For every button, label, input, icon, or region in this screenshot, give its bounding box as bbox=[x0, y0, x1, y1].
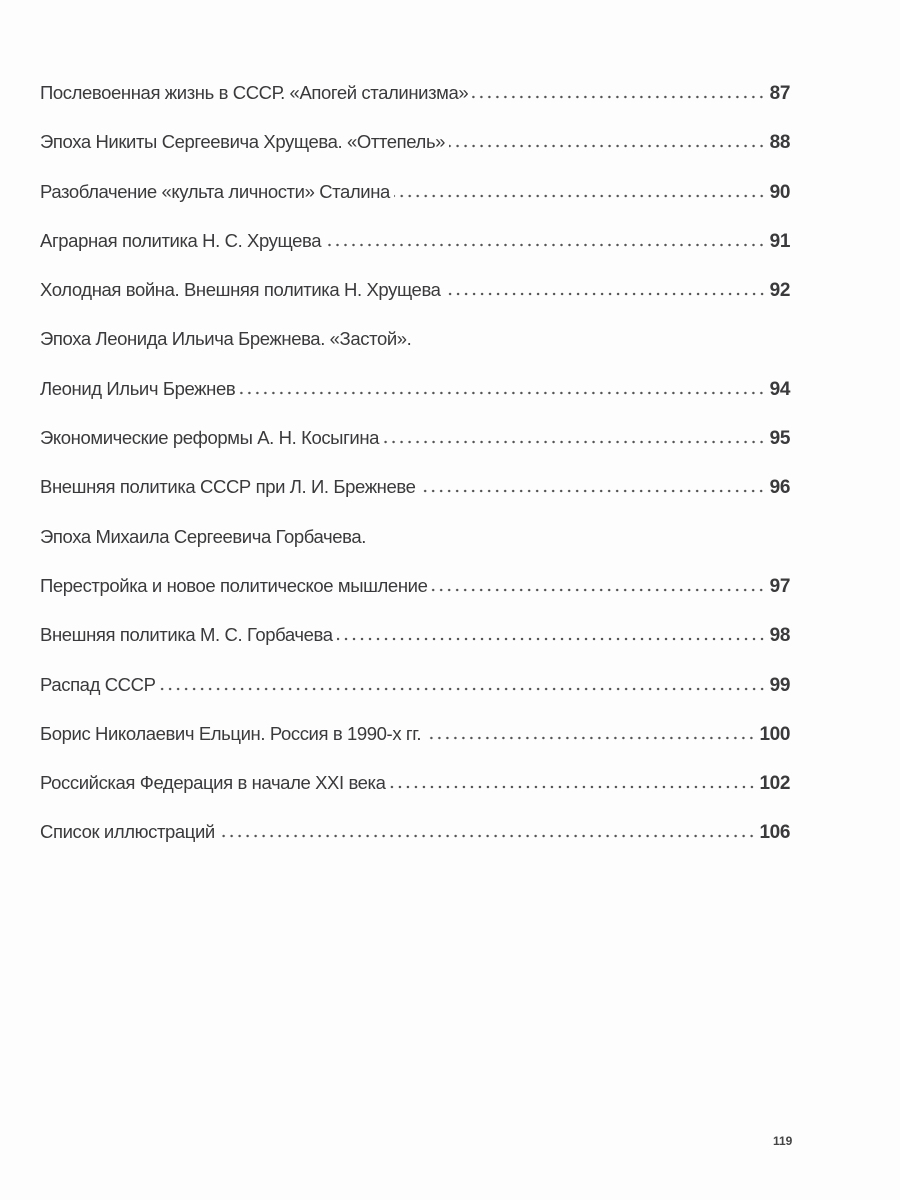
dot-leader bbox=[419, 489, 765, 493]
toc-entry bbox=[40, 821, 790, 870]
toc-entry bbox=[40, 476, 790, 525]
toc-entry bbox=[40, 526, 790, 575]
toc-entry bbox=[40, 279, 790, 328]
toc-entry-title: Борис Николаевич Ельцин. Россия в 1990-х гг. bbox=[40, 722, 422, 744]
toc-entry-title: Перестройка и новое политическое мышление bbox=[40, 574, 428, 596]
toc-entry bbox=[40, 624, 790, 673]
dot-leader bbox=[449, 144, 766, 148]
toc-entry-title: Аграрная политика Н. С. Хрущева bbox=[40, 229, 322, 251]
toc-entry-title: Распад СССР bbox=[40, 673, 156, 695]
toc-entry-page: 98 bbox=[769, 625, 790, 647]
toc-entry-title: Список иллюстраций bbox=[40, 821, 215, 843]
toc-entry-title: Внешняя политика СССР при Л. И. Брежневе bbox=[40, 476, 416, 498]
toc-entry-page: 91 bbox=[769, 230, 790, 252]
toc-entry-title: Экономические реформы А. Н. Косыгина bbox=[40, 427, 380, 449]
toc-entry-page: 97 bbox=[769, 575, 790, 597]
table-of-contents bbox=[40, 82, 790, 871]
dot-leader bbox=[337, 637, 766, 641]
toc-entry bbox=[40, 575, 790, 624]
toc-entry-title: Холодная война. Внешняя политика Н. Хрущева bbox=[40, 279, 441, 301]
toc-entry-page: 87 bbox=[769, 83, 790, 104]
dot-leader bbox=[445, 292, 766, 296]
toc-entry bbox=[40, 772, 790, 821]
toc-entry bbox=[40, 230, 790, 279]
toc-entry bbox=[40, 181, 790, 230]
toc-entry-page: 92 bbox=[769, 280, 790, 302]
toc-entry-page: 102 bbox=[759, 773, 790, 795]
toc-entry-page: 99 bbox=[769, 674, 790, 696]
dot-leader bbox=[239, 391, 765, 395]
toc-entry-page: 96 bbox=[769, 477, 790, 499]
toc-entry-title: Эпоха Леонида Ильича Брежнева. «Застой». bbox=[40, 328, 412, 350]
page-number: 119 bbox=[773, 1134, 793, 1148]
toc-entry-title: Эпоха Михаила Сергеевича Горбачева. bbox=[40, 525, 366, 547]
toc-entry bbox=[40, 427, 790, 476]
toc-entry bbox=[40, 328, 790, 377]
dot-leader bbox=[325, 243, 766, 247]
toc-entry-page: 106 bbox=[759, 822, 790, 844]
toc-entry bbox=[40, 378, 790, 427]
toc-entry bbox=[40, 82, 790, 131]
toc-entry-page: 88 bbox=[769, 132, 790, 154]
toc-entry bbox=[40, 131, 790, 180]
toc-entry-page: 90 bbox=[769, 181, 790, 203]
dot-leader bbox=[390, 785, 756, 789]
toc-entry-title: Эпоха Никиты Сергеевича Хрущева. «Оттепель» bbox=[40, 131, 446, 153]
dot-leader bbox=[219, 834, 756, 838]
toc-entry-title: Послевоенная жизнь в СССР. «Апогей сталинизма» bbox=[40, 82, 469, 103]
dot-leader bbox=[394, 194, 766, 198]
dot-leader bbox=[472, 95, 765, 99]
toc-entry-title: Внешняя политика М. С. Горбачева bbox=[40, 624, 333, 646]
dot-leader bbox=[425, 736, 755, 740]
toc-entry-page: 100 bbox=[759, 723, 790, 745]
toc-entry-title: Российская Федерация в начале XXI века bbox=[40, 772, 386, 794]
toc-entry-title: Леонид Ильич Брежнев bbox=[40, 377, 236, 399]
toc-entry bbox=[40, 674, 790, 723]
dot-leader bbox=[160, 687, 766, 691]
toc-entry-page: 95 bbox=[769, 428, 790, 450]
toc-entry bbox=[40, 723, 790, 772]
dot-leader bbox=[383, 440, 766, 444]
toc-entry-title: Разоблачение «культа личности» Сталина bbox=[40, 180, 390, 202]
dot-leader bbox=[431, 588, 765, 592]
toc-entry-page: 94 bbox=[769, 378, 790, 400]
